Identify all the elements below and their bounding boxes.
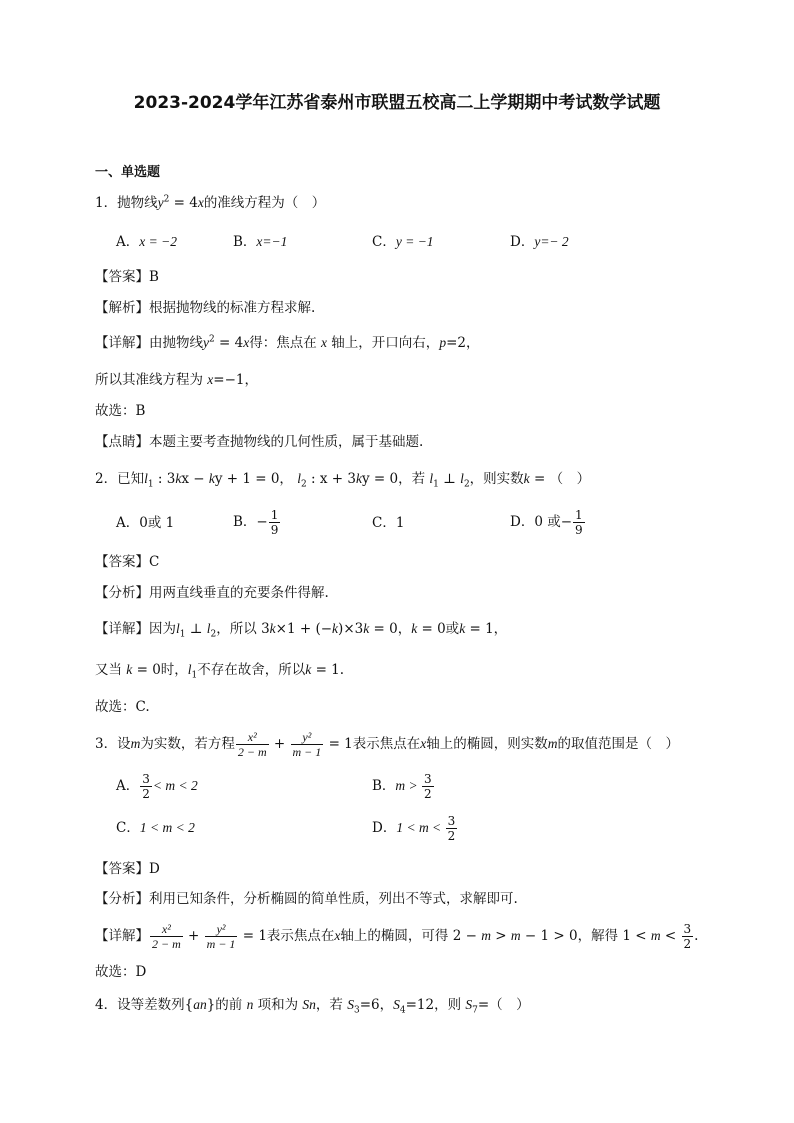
question-1-remark: 【点睛】本题主要考查抛物线的几何性质，属于基础题. — [95, 434, 424, 450]
question-2-option-c: C．1 — [372, 515, 405, 531]
question-2-choice: 故选：C. — [95, 699, 150, 715]
question-1-detail: 【详解】由抛物线$y^2 = 4x$得：焦点在 x 轴上，开口向右，p=2， — [95, 334, 480, 351]
question-1-answer: 【答案】B — [95, 269, 159, 285]
question-2-detail-line-2: 又当 k = 0时，$l_1$不存在故舍，所以k = 1. — [95, 662, 345, 681]
question-1-option-b: B．x=−1 — [233, 234, 288, 250]
question-3-answer: 【答案】D — [95, 861, 160, 877]
question-3-detail: 【详解】 $\frac{\text{x²}}{2 - m}$ + $\frac{\text{y²}}{m - 1}$ = 1表示焦点在x轴上的椭圆，可得 2 − m > m − 1 > 0，解得 1 < m < $\frac{3}{2}$ . — [95, 922, 699, 951]
page-title: 2023-2024学年江苏省泰州市联盟五校高二上学期期中考试数学试题 — [133, 93, 661, 113]
question-3-option-c: C．1 < m < 2 — [116, 820, 195, 836]
question-1-option-a: A．x = −2 — [116, 234, 177, 250]
question-3-option-d: D．1 < m < $\frac{3}{2}$ — [372, 814, 456, 843]
question-1-choice: 故选：B — [95, 403, 146, 419]
question-2-detail: 【详解】因为$l_1$ ⊥ $l_2$，所以 3k×1 + (−k)×3k = 0，k = 0或k = 1， — [95, 621, 508, 640]
question-1-stem: 1．抛物线$y^2 = 4x$的准线方程为（ ） — [95, 194, 326, 211]
question-3-analysis: 【分析】利用已知条件，分析椭圆的简单性质，列出不等式，求解即可. — [95, 891, 518, 907]
question-2-option-b: B．− $\frac{1}{9}$ — [233, 508, 279, 537]
question-2-option-d: D．0 或− $\frac{1}{9}$ — [510, 508, 583, 537]
question-3-choice: 故选：D — [95, 964, 147, 980]
question-3-option-b: B．m > $\frac{3}{2}$ — [372, 772, 432, 801]
question-1-option-c: C．y = −1 — [372, 234, 434, 250]
question-4-stem: 4．设等差数列{an}的前 n 项和为 Sn，若 $S_3=6$，$S_4=12$，则 $S_7=$（ ） — [95, 997, 530, 1016]
question-2-option-a: A．0或 1 — [116, 515, 175, 531]
section-heading: 一、单选题 — [95, 165, 161, 180]
question-2-answer: 【答案】C — [95, 554, 160, 570]
question-1-option-d: D．y=− 2 — [510, 234, 569, 250]
question-1-analysis: 【解析】根据抛物线的标准方程求解. — [95, 300, 316, 316]
question-3-option-a: A． $\frac{3}{2}$ < m < 2 — [116, 772, 198, 801]
question-3-stem: 3．设m为实数，若方程 $\frac{\text{x²}}{2 - m}$ + $\frac{\text{y²}}{m - 1}$ = 1表示焦点在x轴上的椭圆，则实数m的取值范围是（ ） — [95, 730, 680, 759]
question-2-analysis: 【分析】用两直线垂直的充要条件得解. — [95, 585, 329, 601]
question-2-stem: 2．已知$l_1$ : 3kx − ky + 1 = 0， $l_2$ : x + 3ky = 0，若 $l_1$ ⊥ $l_2$，则实数k = （ ） — [95, 471, 591, 490]
question-1-detail-line-2: 所以其准线方程为 x=−1， — [95, 372, 259, 388]
